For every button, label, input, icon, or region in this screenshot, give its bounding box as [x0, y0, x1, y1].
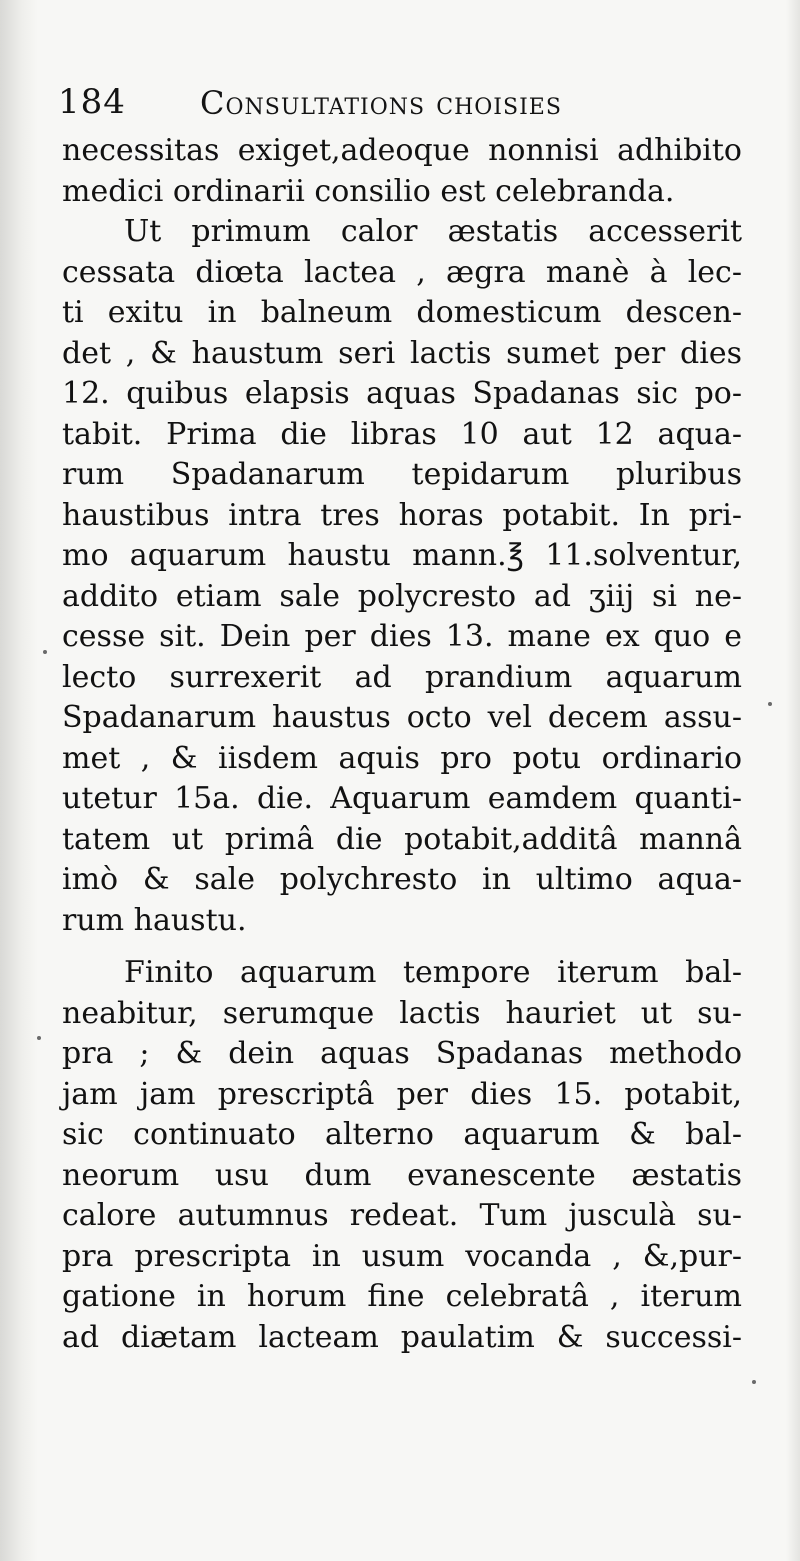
page-number: 184 — [58, 82, 126, 122]
text-line: necessitas exiget,adeoque nonnisi adhibito — [62, 133, 742, 168]
text-line: utetur 15a. die. Aquarum eamdem quanti- — [62, 781, 742, 816]
text-line: medici ordinarii consilio est celebranda. — [62, 173, 675, 209]
text-line: cessata diœta lactea , ægra manè à lec- — [62, 254, 742, 290]
text-line: addito etiam sale polycresto ad ʒiij si ne- — [62, 578, 742, 614]
text-line: ad diætam lacteam paulatim & successi- — [62, 1319, 742, 1355]
ink-speck — [43, 650, 47, 654]
text-line: rum Spadanarum tepidarum pluribus — [62, 457, 742, 492]
text-line: mo aquarum haustu mann.℥ 11.solventur, — [62, 538, 742, 573]
text-line: cesse sit. Dein per dies 13. mane ex quo e — [62, 619, 742, 654]
text-line: met , & iisdem aquis pro potu ordinario — [62, 740, 742, 776]
text-line: jam jam prescriptâ per dies 15. potabit, — [62, 1076, 742, 1112]
ink-speck — [768, 702, 772, 706]
text-line: 12. quibus elapsis aquas Spadanas sic po- — [62, 376, 742, 411]
body-text — [62, 131, 742, 1358]
text-line: neorum usu dum evanescente æstatis — [62, 1157, 742, 1193]
text-line: tatem ut primâ die potabit,additâ mannâ — [62, 821, 742, 857]
running-title: Consultations choisies — [200, 84, 562, 122]
text-line: lecto surrexerit ad prandium aquarum — [62, 659, 742, 695]
text-line: pra ; & dein aquas Spadanas methodo — [62, 1036, 742, 1071]
text-line: Spadanarum haustus octo vel decem assu- — [62, 700, 742, 735]
text-line: tabit. Prima die libras 10 aut 12 aqua- — [62, 416, 742, 452]
ink-speck — [752, 1380, 756, 1384]
text-line: ti exitu in balneum domesticum descen- — [62, 295, 742, 330]
text-line: det , & haustum seri lactis sumet per dies — [62, 335, 742, 371]
running-header — [58, 82, 738, 132]
gutter-shadow — [0, 0, 38, 1561]
paragraph-first-line: Finito aquarum tempore iterum bal- — [124, 955, 742, 990]
text-line: rum haustu. — [62, 902, 247, 938]
text-line: calore autumnus redeat. Tum jusculà su- — [62, 1198, 742, 1233]
text-line: haustibus intra tres horas potabit. In pri- — [62, 497, 742, 533]
text-line: imò & sale polychresto in ultimo aqua- — [62, 862, 742, 897]
text-line: gatione in horum fine celebratâ , iterum — [62, 1279, 742, 1314]
text-line: pra prescripta in usum vocanda , &,pur- — [62, 1238, 742, 1274]
text-line: sic continuato alterno aquarum & bal- — [62, 1117, 742, 1152]
paragraph-first-line: Ut primum calor æstatis accesserit — [124, 214, 742, 249]
text-line: neabitur, serumque lactis hauriet ut su- — [62, 995, 742, 1031]
ink-speck — [37, 1036, 41, 1040]
page-edge-shadow — [786, 0, 800, 1561]
